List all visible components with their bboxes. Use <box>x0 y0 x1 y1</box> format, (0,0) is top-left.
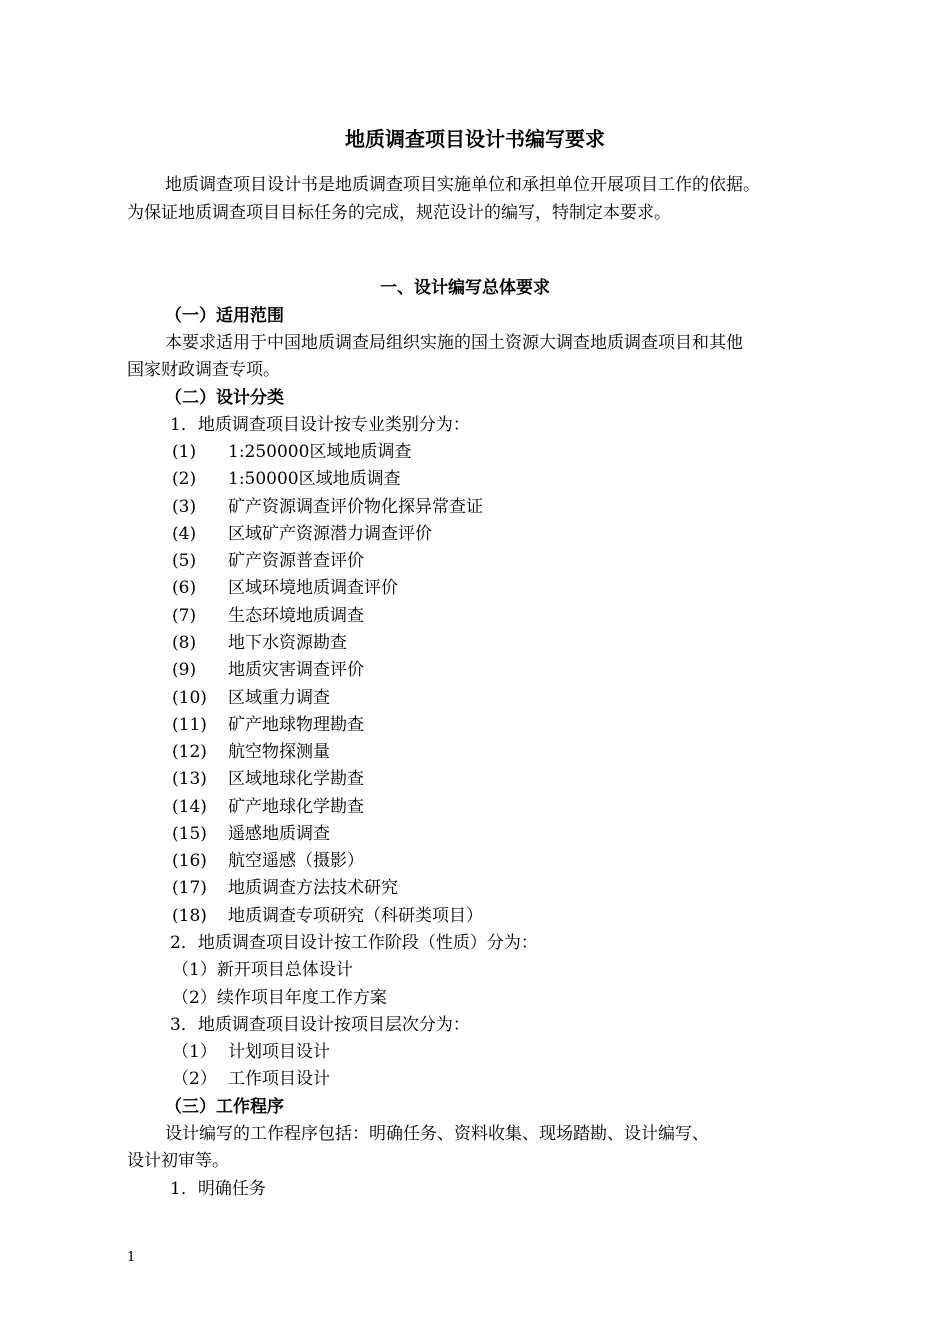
intro-line-1: 地质调查项目设计书是地质调查项目实施单位和承担单位开展项目工作的依据。 <box>165 175 760 195</box>
list-item <box>172 550 364 572</box>
list-item-number: (9) <box>172 660 197 680</box>
list-item-number: (2) <box>172 469 197 489</box>
subsection-heading-procedure: （三）工作程序 <box>165 1097 284 1117</box>
list-item <box>172 714 364 736</box>
list-item-number: (11) <box>172 715 207 735</box>
list-item-text: 地质灾害调查评价 <box>228 660 364 680</box>
scope-line-2: 国家财政调查专项。 <box>127 360 280 380</box>
list-item-text: 1:50000区域地质调查 <box>228 469 401 489</box>
classification-paragraph-2: 2．地质调查项目设计按工作阶段（性质）分为： <box>170 933 538 953</box>
list-item-text: 矿产地球化学勘查 <box>228 797 364 817</box>
list-item-text: 地下水资源勘查 <box>228 633 347 653</box>
list-item <box>172 441 411 463</box>
list-item-text: 区域环境地质调查评价 <box>228 578 398 598</box>
list-item <box>172 796 364 818</box>
list-item-text: 航空物探测量 <box>228 742 330 762</box>
list-item-number: (4) <box>172 524 197 544</box>
list-item-number: (16) <box>172 851 207 871</box>
list-item <box>172 605 364 627</box>
scope-line-1: 本要求适用于中国地质调查局组织实施的国土资源大调查地质调查项目和其他 <box>165 333 743 353</box>
list-item <box>172 905 483 927</box>
list-item-number: (13) <box>172 769 207 789</box>
list-item <box>172 687 330 709</box>
procedure-line-1: 设计编写的工作程序包括：明确任务、资料收集、现场踏勘、设计编写、 <box>165 1124 709 1144</box>
list-item-number: (8) <box>172 633 197 653</box>
list-item-number: (1) <box>172 442 197 462</box>
subsection-heading-classification: （二）设计分类 <box>165 388 284 408</box>
list-item-text: 航空遥感（摄影） <box>228 851 364 871</box>
list-item <box>172 577 398 599</box>
procedure-line-2: 设计初审等。 <box>127 1151 229 1171</box>
document-title: 地质调查项目设计书编写要求 <box>345 127 605 151</box>
level-item <box>172 1041 330 1063</box>
list-item <box>172 659 364 681</box>
list-item <box>172 877 398 899</box>
list-item-number: (10) <box>172 688 207 708</box>
stage-item: （1）新开项目总体设计 <box>172 960 353 980</box>
list-item-text: 矿产资源调查评价物化探异常查证 <box>228 497 483 517</box>
list-item-text: 生态环境地质调查 <box>228 606 364 626</box>
classification-paragraph-3: 3．地质调查项目设计按项目层次分为： <box>170 1015 470 1035</box>
list-item-number: (5) <box>172 551 197 571</box>
list-item-text: 地质调查专项研究（科研类项目） <box>228 906 483 926</box>
stage-item: （2）续作项目年度工作方案 <box>172 988 387 1008</box>
list-item-text: 区域重力调查 <box>228 688 330 708</box>
level-item-text: 计划项目设计 <box>228 1042 330 1062</box>
list-item-text: 遥感地质调查 <box>228 824 330 844</box>
level-item-number: （2） <box>172 1069 217 1089</box>
list-item-number: (6) <box>172 578 197 598</box>
list-item-text: 区域矿产资源潜力调查评价 <box>228 524 432 544</box>
list-item-number: (14) <box>172 797 207 817</box>
list-item-number: (18) <box>172 906 207 926</box>
intro-line-2: 为保证地质调查项目目标任务的完成，规范设计的编写，特制定本要求。 <box>127 203 671 223</box>
page-number: 1 <box>127 1250 136 1265</box>
section-heading: 一、设计编写总体要求 <box>380 278 550 298</box>
list-item <box>172 468 401 490</box>
list-item-text: 1:250000区域地质调查 <box>228 442 412 462</box>
list-item-number: (15) <box>172 824 207 844</box>
list-item-text: 区域地球化学勘查 <box>228 769 364 789</box>
list-item-number: (7) <box>172 606 197 626</box>
list-item <box>172 741 330 763</box>
list-item-number: (17) <box>172 878 207 898</box>
level-item-number: （1） <box>172 1042 217 1062</box>
list-item <box>172 768 364 790</box>
list-item <box>172 850 364 872</box>
procedure-paragraph-1: 1．明确任务 <box>170 1179 266 1199</box>
list-item-text: 地质调查方法技术研究 <box>228 878 398 898</box>
list-item-number: (3) <box>172 497 197 517</box>
list-item-text: 矿产资源普查评价 <box>228 551 364 571</box>
list-item <box>172 523 432 545</box>
level-item <box>172 1068 330 1090</box>
subsection-heading-scope: （一）适用范围 <box>165 306 284 326</box>
list-item <box>172 496 483 518</box>
list-item <box>172 823 330 845</box>
level-item-text: 工作项目设计 <box>228 1069 330 1089</box>
classification-paragraph-1: 1．地质调查项目设计按专业类别分为： <box>170 415 470 435</box>
list-item-number: (12) <box>172 742 207 762</box>
list-item-text: 矿产地球物理勘查 <box>228 715 364 735</box>
list-item <box>172 632 347 654</box>
